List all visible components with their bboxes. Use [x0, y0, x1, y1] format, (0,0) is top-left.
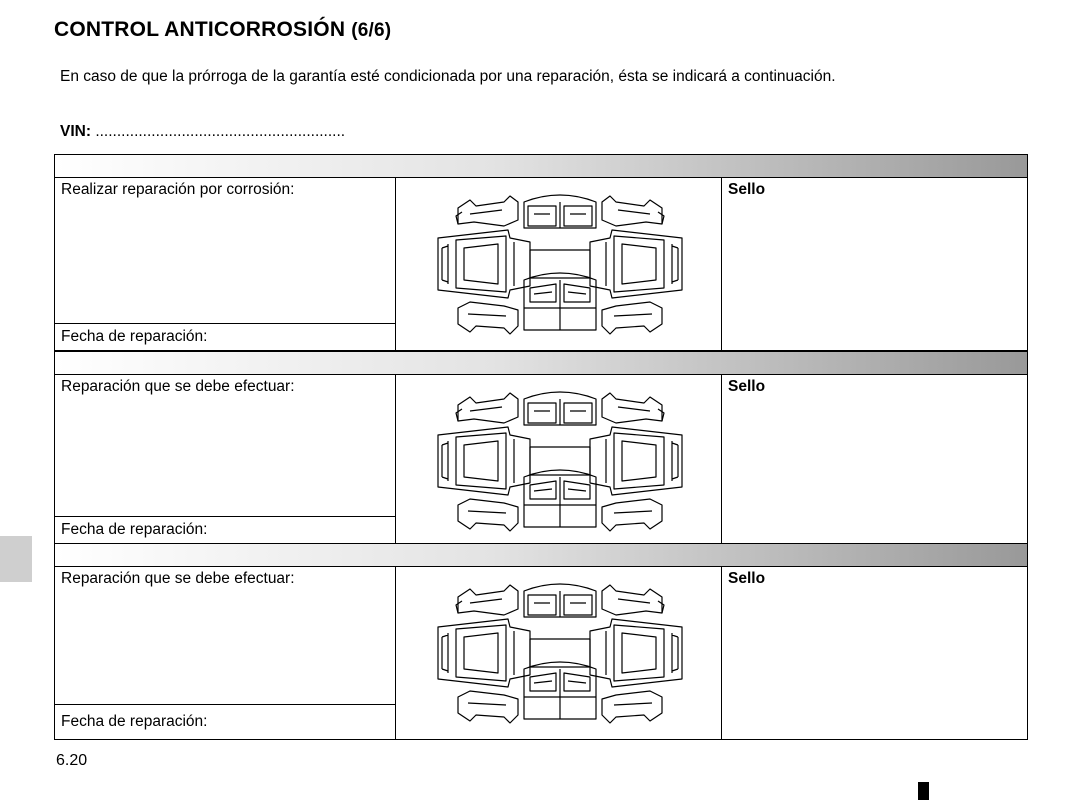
repair-section-3 [54, 543, 1028, 740]
car-body-diagram-icon [434, 381, 686, 541]
repair-description-cell [54, 177, 397, 325]
stamp-cell [721, 177, 1028, 351]
car-diagram-cell [395, 566, 723, 740]
stamp-cell [721, 374, 1028, 544]
page-edge-mark [918, 782, 929, 800]
page-title [54, 18, 391, 42]
car-body-diagram-icon [434, 184, 686, 344]
repair-description-label: Reparación que se debe efectuar: [61, 378, 295, 395]
car-diagram-cell [395, 177, 723, 351]
intro-paragraph: En caso de que la prórroga de la garantía esté condicionada por una reparación, ésta se indicará a continuación. [60, 68, 836, 85]
repair-date-label: Fecha de reparación: [61, 328, 208, 345]
repair-description-cell [54, 374, 397, 518]
vin-label: VIN: [60, 123, 91, 140]
stamp-label: Sello [728, 570, 766, 587]
section-header-band [54, 543, 1028, 567]
stamp-cell [721, 566, 1028, 740]
repair-date-label: Fecha de reparación: [61, 713, 208, 730]
repair-section-1 [54, 154, 1028, 352]
repair-date-label: Fecha de reparación: [61, 521, 208, 538]
chapter-tab [0, 536, 32, 582]
section-header-band [54, 351, 1028, 375]
stamp-label: Sello [728, 181, 766, 198]
page-number: 6.20 [56, 752, 88, 769]
title-suffix: (6/6) [351, 20, 392, 41]
repair-section-2 [54, 351, 1028, 545]
repair-date-cell [54, 323, 397, 351]
repair-date-cell [54, 516, 397, 544]
title-main: CONTROL ANTICORROSIÓN [54, 18, 346, 41]
vin-line [60, 123, 345, 141]
repair-date-cell [54, 704, 397, 740]
repair-description-label: Realizar reparación por corrosión: [61, 181, 295, 198]
repair-description-cell [54, 566, 397, 706]
car-diagram-cell [395, 374, 723, 544]
repair-description-label: Reparación que se debe efectuar: [61, 570, 295, 587]
car-body-diagram-icon [434, 573, 686, 733]
vin-field: .......................................................... [95, 123, 346, 140]
stamp-label: Sello [728, 378, 766, 395]
section-header-band [54, 154, 1028, 178]
